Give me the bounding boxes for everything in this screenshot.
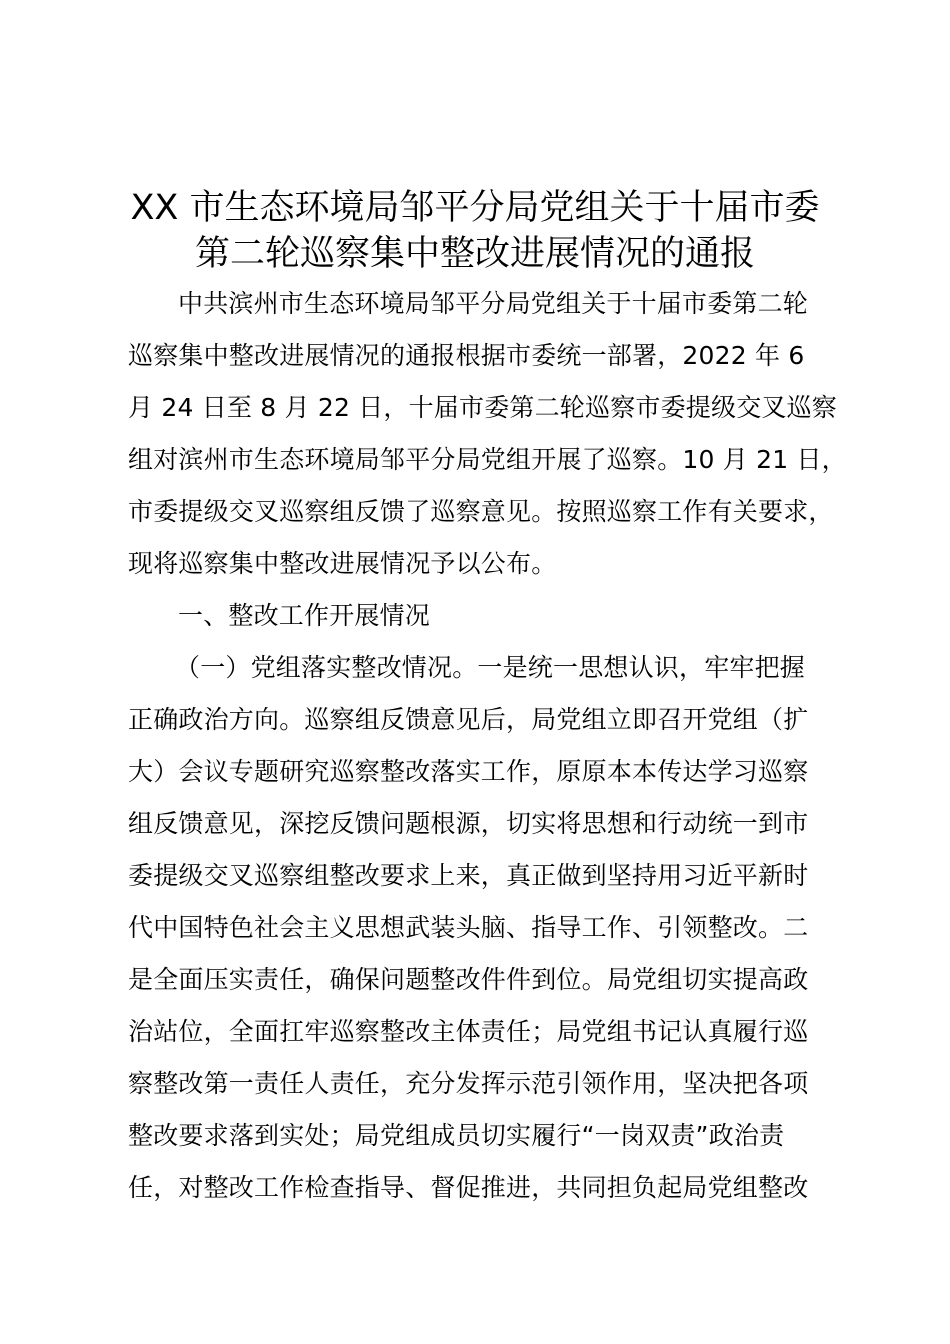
body-line-16: 察整改第一责任人责任，充分发挥示范引领作用，坚决把各项 xyxy=(128,1069,809,1098)
body-line-1: 中共滨州市生态环境局邹平分局党组关于十届市委第二轮 xyxy=(178,289,809,318)
body-line-10: 大）会议专题研究巡察整改落实工作，原原本本传达学习巡察 xyxy=(128,757,809,786)
document-title-line-1: XX 市生态环境局邹平分局党组关于十届市委 xyxy=(130,188,820,228)
body-line-15: 治站位，全面扛牢巡察整改主体责任；局党组书记认真履行巡 xyxy=(128,1017,809,1046)
body-line-17: 整改要求落到实处；局党组成员切实履行“一岗双责”政治责 xyxy=(128,1121,785,1150)
body-line-3: 月 24 日至 8 月 22 日，十届市委第二轮巡察市委提级交叉巡察 xyxy=(128,393,838,422)
body-line-18: 任，对整改工作检查指导、督促推进，共同担负起局党组整改 xyxy=(128,1173,809,1202)
body-line-11: 组反馈意见，深挖反馈问题根源，切实将思想和行动统一到市 xyxy=(128,809,809,838)
body-line-4: 组对滨州市生态环境局邹平分局党组开展了巡察。10 月 21 日， xyxy=(128,445,847,474)
body-line-6: 现将巡察集中整改进展情况予以公布。 xyxy=(128,549,557,578)
body-line-14: 是全面压实责任，确保问题整改件件到位。局党组切实提高政 xyxy=(128,965,809,994)
body-line-2: 巡察集中整改进展情况的通报根据市委统一部署，2022 年 6 xyxy=(128,341,805,370)
body-line-9: 正确政治方向。巡察组反馈意见后，局党组立即召开党组（扩 xyxy=(128,705,809,734)
body-line-13: 代中国特色社会主义思想武装头脑、指导工作、引领整改。二 xyxy=(128,913,809,942)
body-line-8: （一）党组落实整改情况。一是统一思想认识，牢牢把握 xyxy=(175,653,806,682)
section-heading-1: 一、整改工作开展情况 xyxy=(178,601,431,630)
document-title-line-2: 第二轮巡察集中整改进展情况的通报 xyxy=(194,234,755,274)
body-line-12: 委提级交叉巡察组整改要求上来，真正做到坚持用习近平新时 xyxy=(128,861,809,890)
body-line-5: 市委提级交叉巡察组反馈了巡察意见。按照巡察工作有关要求， xyxy=(128,497,834,526)
